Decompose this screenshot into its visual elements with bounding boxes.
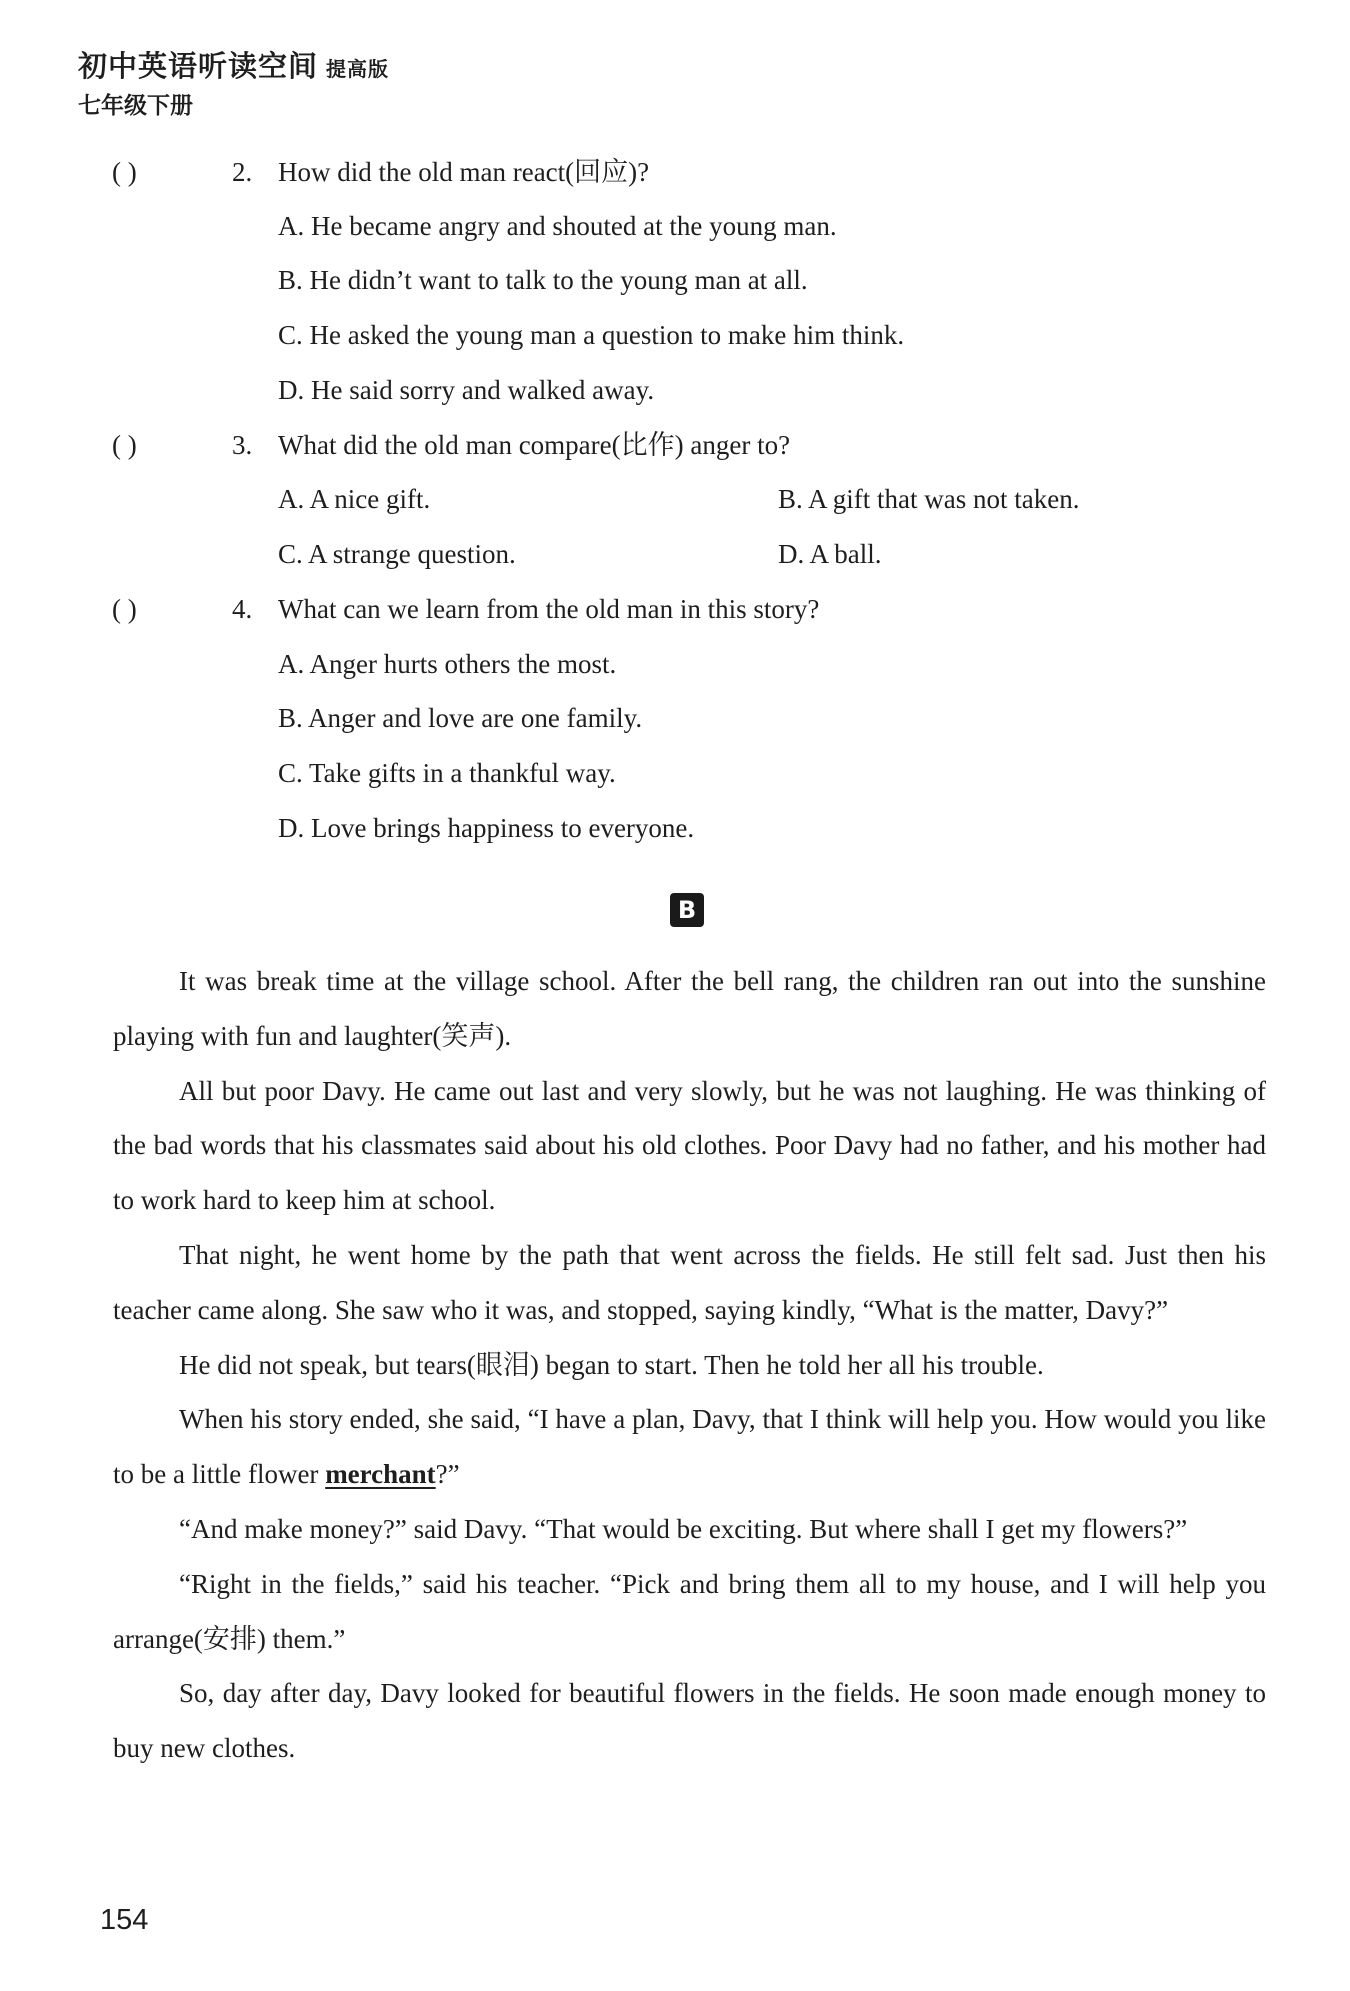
- passage-paragraph: So, day after day, Davy looked for beautiful flowers in the fields. He soon made enough money to buy new clothes.: [113, 1678, 1266, 1764]
- question-number: 4.: [232, 594, 253, 624]
- book-title-text: 初中英语听读空间: [78, 49, 319, 83]
- book-grade: 七年级下册: [78, 93, 193, 119]
- option-3d: D. A ball.: [778, 539, 882, 569]
- question-number: 2.: [232, 157, 253, 187]
- answer-blank[interactable]: ( ): [112, 594, 137, 624]
- question-text: What did the old man compare(比作) anger to?: [278, 430, 791, 460]
- passage-paragraph: [113, 1392, 1266, 1502]
- section-b-badge: B: [670, 893, 704, 927]
- passage-paragraph: He did not speak, but tears(眼泪) began to start. Then he told her all his trouble.: [179, 1349, 1044, 1380]
- passage-paragraph: “And make money?” said Davy. “That would be exciting. But where shall I get my flowers?”: [179, 1513, 1188, 1544]
- option-4c: C. Take gifts in a thankful way.: [278, 758, 616, 788]
- passage-text: When his story ended, she said, “I have a plan, Davy, that I think will help you. How would you like to be a little flower: [113, 1404, 1266, 1490]
- option-4a: A. Anger hurts others the most.: [278, 649, 617, 679]
- question-4: [112, 591, 819, 627]
- question-2: [112, 154, 649, 190]
- book-title: [78, 48, 389, 87]
- passage-paragraph: That night, he went home by the path that went across the fields. He still felt sad. Just then his teacher came along. She saw who it was, and stopped, saying kindly, “What is the matter, Davy?”: [113, 1239, 1266, 1325]
- option-4d: D. Love brings happiness to everyone.: [278, 813, 695, 843]
- option-2b: B. He didn’t want to talk to the young man at all.: [278, 265, 808, 295]
- option-2d: D. He said sorry and walked away.: [278, 375, 655, 405]
- option-2c: C. He asked the young man a question to make him think.: [278, 320, 905, 350]
- passage-paragraph: “Right in the fields,” said his teacher. “Pick and bring them all to my house, and I will help you arrange(安排) them.”: [113, 1568, 1266, 1654]
- question-text: What can we learn from the old man in this story?: [278, 594, 820, 624]
- reading-passage: [113, 954, 1266, 1776]
- keyword-merchant: merchant: [325, 1459, 436, 1490]
- passage-paragraph: All but poor Davy. He came out last and very slowly, but he was not laughing. He was thinking of the bad words that his classmates said about his old clothes. Poor Davy had no father, and his mother had to work hard to keep him at school.: [113, 1075, 1266, 1216]
- passage-text: ?”: [435, 1459, 460, 1490]
- book-header: [78, 48, 389, 121]
- option-3c: C. A strange question.: [278, 539, 516, 569]
- answer-blank[interactable]: ( ): [112, 157, 137, 187]
- passage-paragraph: It was break time at the village school. After the bell rang, the children ran out into the sunshine playing with fun and laughter(笑声).: [113, 966, 1266, 1051]
- option-4b: B. Anger and love are one family.: [278, 703, 643, 733]
- question-number: 3.: [232, 430, 253, 460]
- option-2a: A. He became angry and shouted at the young man.: [278, 211, 837, 241]
- option-3a: A. A nice gift.: [278, 484, 431, 514]
- page-number: 154: [100, 1904, 149, 1936]
- question-text: How did the old man react(回应)?: [278, 157, 650, 187]
- answer-blank[interactable]: ( ): [112, 430, 137, 460]
- question-3: [112, 427, 790, 463]
- option-3b: B. A gift that was not taken.: [778, 484, 1080, 514]
- book-edition: 提高版: [326, 57, 390, 81]
